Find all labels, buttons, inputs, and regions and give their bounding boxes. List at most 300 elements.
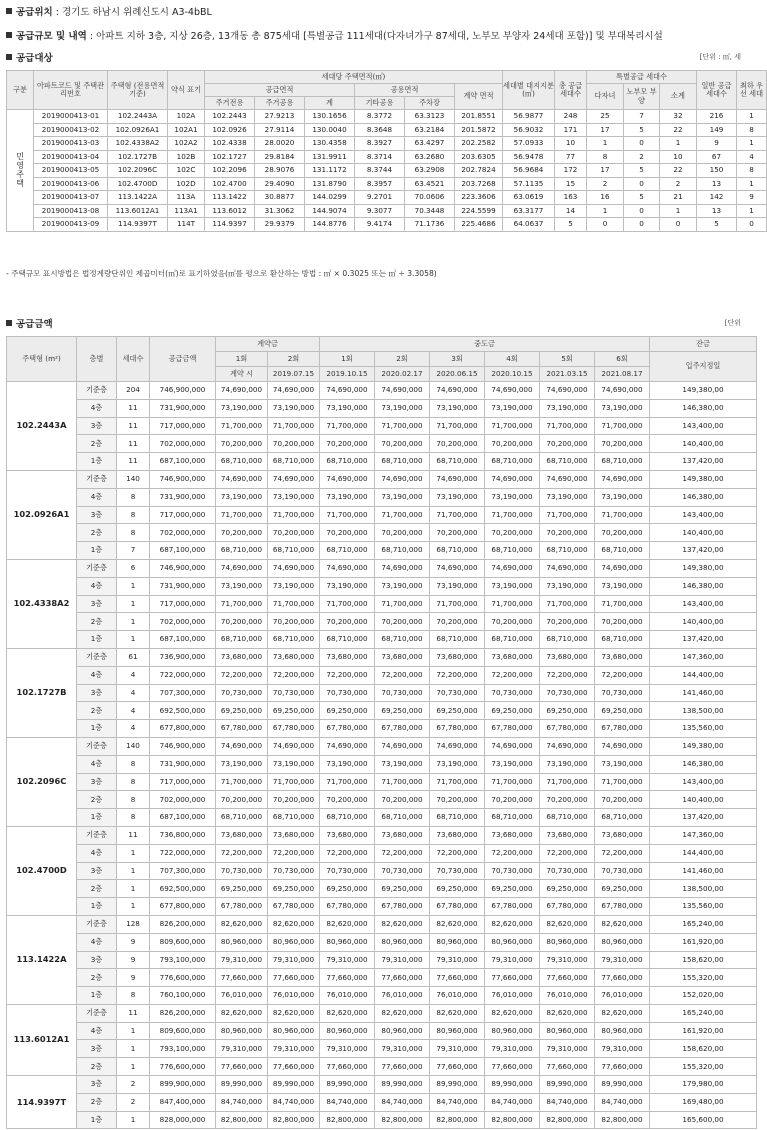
table-row (7, 898, 757, 916)
installment-cell: 71,700,000 (375, 595, 430, 613)
installment-cell: 70,200,000 (375, 613, 430, 631)
installment-cell: 72,200,000 (268, 844, 320, 862)
units-cell: 140 (117, 737, 150, 755)
price-cell: 687,100,000 (150, 809, 216, 827)
installment-cell: 73,680,000 (268, 648, 320, 666)
installment-cell: 73,190,000 (540, 755, 595, 773)
units-cell: 11 (117, 453, 150, 471)
table-cell: 8 (587, 150, 624, 164)
installment-cell: 70,200,000 (430, 435, 485, 453)
balance-cell: 140,400,00 (650, 791, 757, 809)
table-cell: 57.1135 (503, 177, 555, 191)
installment-cell: 73,680,000 (430, 826, 485, 844)
installment-cell: 76,010,000 (320, 987, 375, 1005)
balance-cell: 158,620,00 (650, 1040, 757, 1058)
price-cell: 702,000,000 (150, 613, 216, 631)
th2-c2: 2회 (268, 352, 320, 367)
price-cell: 717,000,000 (150, 506, 216, 524)
installment-cell: 77,660,000 (485, 1058, 540, 1076)
table-cell: 142 (697, 191, 737, 205)
table-cell: 10 (660, 150, 697, 164)
installment-cell: 70,200,000 (595, 435, 650, 453)
th-type: 주택형 (전용면적 기준) (108, 71, 168, 110)
price-cell: 826,200,000 (150, 1004, 216, 1022)
installment-cell: 68,710,000 (216, 453, 268, 471)
table-cell: 0 (737, 218, 767, 232)
units-cell: 8 (117, 987, 150, 1005)
th-shared: 주거공용 (255, 97, 305, 110)
th-supply-area: 공급면적 (205, 84, 355, 97)
balance-cell: 137,420,00 (650, 453, 757, 471)
installment-cell: 82,620,000 (216, 1004, 268, 1022)
price-cell: 702,000,000 (150, 791, 216, 809)
installment-cell: 73,190,000 (375, 399, 430, 417)
balance-cell: 144,400,00 (650, 666, 757, 684)
th2-m5: 5회 (540, 352, 595, 367)
table-cell: 28.0020 (255, 137, 305, 151)
floor-cell: 4층 (77, 577, 117, 595)
units-cell: 2 (117, 1076, 150, 1094)
installment-cell: 73,680,000 (485, 826, 540, 844)
table-cell: 71.1736 (405, 218, 455, 232)
table-cell: 114.9397T (108, 218, 168, 232)
installment-cell: 71,700,000 (216, 417, 268, 435)
floor-cell: 2층 (77, 880, 117, 898)
th2-m3-date: 2020.06.15 (430, 367, 485, 382)
installment-cell: 67,780,000 (430, 898, 485, 916)
price-cell: 746,900,000 (150, 559, 216, 577)
installment-cell: 68,710,000 (216, 809, 268, 827)
installment-cell: 73,190,000 (375, 755, 430, 773)
installment-cell: 68,710,000 (268, 453, 320, 471)
installment-cell: 74,690,000 (268, 382, 320, 400)
installment-cell: 74,690,000 (485, 737, 540, 755)
installment-cell: 82,620,000 (595, 1004, 650, 1022)
balance-cell: 137,420,00 (650, 542, 757, 560)
installment-cell: 77,660,000 (320, 1058, 375, 1076)
installment-cell: 70,730,000 (320, 684, 375, 702)
table-cell: 102.4700D (108, 177, 168, 191)
table-cell: 9.3077 (355, 204, 405, 218)
installment-cell: 84,740,000 (375, 1093, 430, 1111)
table-row (7, 1076, 757, 1094)
price-cell: 722,000,000 (150, 666, 216, 684)
table-row (7, 720, 757, 738)
table-row (7, 915, 757, 933)
table-cell: 131.9911 (305, 150, 355, 164)
balance-cell: 143,400,00 (650, 773, 757, 791)
table-cell: 56.9478 (503, 150, 555, 164)
installment-cell: 74,690,000 (540, 470, 595, 488)
units-cell: 11 (117, 826, 150, 844)
table-cell: 102.0926 (205, 123, 255, 137)
installment-cell: 73,190,000 (485, 755, 540, 773)
table-row (7, 826, 757, 844)
table-row (7, 951, 757, 969)
th-common-area: 공용면적 (355, 84, 455, 97)
installment-cell: 71,700,000 (375, 506, 430, 524)
table-cell: 8 (737, 164, 767, 178)
table-cell: 10 (555, 137, 587, 151)
installment-cell: 72,200,000 (540, 666, 595, 684)
price-cell: 687,100,000 (150, 453, 216, 471)
balance-cell: 144,400,00 (650, 844, 757, 862)
installment-cell: 89,990,000 (485, 1076, 540, 1094)
th2-balance-date: 입주지정일 (650, 352, 757, 382)
installment-cell: 70,200,000 (375, 791, 430, 809)
table-cell: 5 (624, 191, 660, 205)
table-row (7, 506, 757, 524)
table-cell: 149 (697, 123, 737, 137)
price-cell: 717,000,000 (150, 595, 216, 613)
price-cell: 746,900,000 (150, 737, 216, 755)
installment-cell: 80,960,000 (485, 1022, 540, 1040)
balance-cell: 165,240,00 (650, 915, 757, 933)
installment-cell: 73,190,000 (430, 755, 485, 773)
table-cell: 203.7268 (455, 177, 503, 191)
th-general: 일반 공급 세대수 (697, 71, 737, 110)
price-cell: 776,600,000 (150, 1058, 216, 1076)
table-cell: 102.2096C (108, 164, 168, 178)
table-cell: 114T (168, 218, 205, 232)
th-subtotal: 소계 (660, 84, 697, 110)
floor-cell: 3층 (77, 1076, 117, 1094)
table-cell: 130.1656 (305, 110, 355, 124)
installment-cell: 69,250,000 (430, 702, 485, 720)
table-cell: 171 (555, 123, 587, 137)
table-cell: 27.9213 (255, 110, 305, 124)
installment-cell: 82,620,000 (320, 915, 375, 933)
installment-cell: 72,200,000 (430, 666, 485, 684)
installment-cell: 70,730,000 (216, 862, 268, 880)
installment-cell: 71,700,000 (320, 506, 375, 524)
installment-cell: 74,690,000 (430, 559, 485, 577)
units-cell: 1 (117, 1111, 150, 1129)
installment-cell: 77,660,000 (485, 969, 540, 987)
installment-cell: 77,660,000 (375, 969, 430, 987)
table-row (7, 595, 757, 613)
table-cell: 113A (168, 191, 205, 205)
installment-cell: 77,660,000 (595, 1058, 650, 1076)
installment-cell: 71,700,000 (540, 506, 595, 524)
th-parking: 주차장 (405, 97, 455, 110)
installment-cell: 74,690,000 (320, 737, 375, 755)
th2-units: 세대수 (117, 337, 150, 382)
units-cell: 8 (117, 809, 150, 827)
installment-cell: 80,960,000 (595, 933, 650, 951)
balance-cell: 169,480,00 (650, 1093, 757, 1111)
units-cell: 8 (117, 488, 150, 506)
balance-cell: 137,420,00 (650, 809, 757, 827)
floor-cell: 기준층 (77, 382, 117, 400)
installment-cell: 68,710,000 (430, 542, 485, 560)
th-code: 아파트코드 및 주택관리번호 (34, 71, 108, 110)
installment-cell: 82,800,000 (375, 1111, 430, 1129)
installment-cell: 70,200,000 (320, 524, 375, 542)
table-row (7, 737, 757, 755)
units-cell: 8 (117, 773, 150, 791)
installment-cell: 70,200,000 (485, 613, 540, 631)
installment-cell: 73,190,000 (320, 755, 375, 773)
table-cell: 9 (737, 191, 767, 205)
table-row (7, 177, 767, 191)
table-row (7, 987, 757, 1005)
table-cell: 163 (555, 191, 587, 205)
installment-cell: 80,960,000 (430, 1022, 485, 1040)
table-cell: 1 (737, 110, 767, 124)
floor-cell: 기준층 (77, 826, 117, 844)
balance-cell: 143,400,00 (650, 506, 757, 524)
table-cell: 144.9074 (305, 204, 355, 218)
table-cell: 5 (624, 164, 660, 178)
installment-cell: 89,990,000 (540, 1076, 595, 1094)
installment-cell: 70,200,000 (485, 435, 540, 453)
units-cell: 1 (117, 631, 150, 649)
table-cell: 172 (555, 164, 587, 178)
installment-cell: 71,700,000 (430, 417, 485, 435)
house-type-cell: 113.6012A1 (7, 1004, 77, 1075)
installment-cell: 79,310,000 (430, 951, 485, 969)
installment-cell: 71,700,000 (268, 595, 320, 613)
house-type-cell: 113.1422A (7, 915, 77, 1004)
installment-cell: 73,190,000 (595, 488, 650, 506)
installment-cell: 80,960,000 (320, 1022, 375, 1040)
table-cell: 102.0926A1 (108, 123, 168, 137)
installment-cell: 82,800,000 (485, 1111, 540, 1129)
table-cell: 29.4090 (255, 177, 305, 191)
floor-cell: 기준층 (77, 470, 117, 488)
table-cell: 17 (587, 123, 624, 137)
th2-m1-date: 2019.10.15 (320, 367, 375, 382)
installment-cell: 69,250,000 (375, 702, 430, 720)
installment-cell: 70,200,000 (268, 524, 320, 542)
installment-cell: 79,310,000 (595, 951, 650, 969)
table-row (7, 969, 757, 987)
installment-cell: 68,710,000 (485, 809, 540, 827)
installment-cell: 82,620,000 (485, 1004, 540, 1022)
installment-cell: 89,990,000 (430, 1076, 485, 1094)
floor-cell: 4층 (77, 666, 117, 684)
installment-cell: 73,680,000 (216, 648, 268, 666)
installment-cell: 82,800,000 (595, 1111, 650, 1129)
installment-cell: 74,690,000 (595, 559, 650, 577)
installment-cell: 80,960,000 (216, 1022, 268, 1040)
th2-m4-date: 2020.10.15 (485, 367, 540, 382)
installment-cell: 70,730,000 (485, 684, 540, 702)
floor-cell: 1층 (77, 453, 117, 471)
table-cell: 8 (737, 123, 767, 137)
installment-cell: 69,250,000 (540, 880, 595, 898)
house-type-cell: 102.1727B (7, 648, 77, 737)
supply-target-table (6, 70, 767, 232)
installment-cell: 89,990,000 (268, 1076, 320, 1094)
floor-cell: 2층 (77, 613, 117, 631)
table-row (7, 399, 757, 417)
installment-cell: 82,800,000 (216, 1111, 268, 1129)
table-cell: 150 (697, 164, 737, 178)
installment-cell: 72,200,000 (430, 844, 485, 862)
units-cell: 4 (117, 684, 150, 702)
th2-c1-date: 계약 시 (216, 367, 268, 382)
installment-cell: 68,710,000 (375, 631, 430, 649)
installment-cell: 79,310,000 (268, 951, 320, 969)
table-cell: 5 (555, 218, 587, 232)
installment-cell: 79,310,000 (216, 1040, 268, 1058)
installment-cell: 71,700,000 (375, 773, 430, 791)
installment-cell: 69,250,000 (595, 702, 650, 720)
balance-cell: 149,380,00 (650, 737, 757, 755)
installment-cell: 71,700,000 (430, 773, 485, 791)
th2-middle: 중도금 (320, 337, 650, 352)
floor-cell: 1층 (77, 631, 117, 649)
supply-scale-value: : 아파트 지하 3층, 지상 26층, 13개동 총 875세대 [특별공급 111세대(다자녀가구 87세대, 노부모 부양자 24세대 포함)] 및 부대복리시설 (86, 31, 663, 42)
installment-cell: 72,200,000 (216, 844, 268, 862)
installment-cell: 74,690,000 (375, 382, 430, 400)
balance-cell: 138,500,00 (650, 702, 757, 720)
table-cell: 144.0299 (305, 191, 355, 205)
units-cell: 8 (117, 524, 150, 542)
price-cell: 702,000,000 (150, 435, 216, 453)
installment-cell: 79,310,000 (540, 1040, 595, 1058)
th2-m6: 6회 (595, 352, 650, 367)
floor-cell: 기준층 (77, 737, 117, 755)
house-type-cell: 102.2443A (7, 382, 77, 471)
th2-m6-date: 2021.08.17 (595, 367, 650, 382)
installment-cell: 73,190,000 (268, 577, 320, 595)
table-cell: 63.2680 (405, 150, 455, 164)
units-cell: 4 (117, 702, 150, 720)
units-cell: 128 (117, 915, 150, 933)
table-row (7, 1040, 757, 1058)
installment-cell: 73,190,000 (320, 488, 375, 506)
table-row (7, 218, 767, 232)
installment-cell: 72,200,000 (595, 666, 650, 684)
installment-cell: 89,990,000 (216, 1076, 268, 1094)
installment-cell: 82,620,000 (430, 1004, 485, 1022)
balance-cell: 179,980,00 (650, 1076, 757, 1094)
floor-cell: 2층 (77, 435, 117, 453)
installment-cell: 74,690,000 (540, 737, 595, 755)
table-cell: 201.5872 (455, 123, 503, 137)
installment-cell: 70,200,000 (430, 791, 485, 809)
table-row (7, 191, 767, 205)
units-cell: 1 (117, 577, 150, 595)
installment-cell: 82,620,000 (430, 915, 485, 933)
installment-cell: 79,310,000 (595, 1040, 650, 1058)
installment-cell: 74,690,000 (320, 470, 375, 488)
installment-cell: 73,680,000 (595, 648, 650, 666)
installment-cell: 80,960,000 (540, 933, 595, 951)
units-cell: 9 (117, 933, 150, 951)
price-cell: 717,000,000 (150, 773, 216, 791)
table-row (7, 435, 757, 453)
installment-cell: 80,960,000 (430, 933, 485, 951)
balance-cell: 161,920,00 (650, 1022, 757, 1040)
table-row (7, 470, 757, 488)
th-abbr: 약식 표기 (168, 71, 205, 110)
price-cell: 702,000,000 (150, 524, 216, 542)
installment-cell: 80,960,000 (320, 933, 375, 951)
installment-cell: 71,700,000 (375, 417, 430, 435)
th-exclusive: 주거전용 (205, 97, 255, 110)
table-cell: 29.8184 (255, 150, 305, 164)
balance-cell: 146,380,00 (650, 755, 757, 773)
table-row (7, 773, 757, 791)
installment-cell: 68,710,000 (595, 453, 650, 471)
table-cell: 22 (660, 164, 697, 178)
installment-cell: 70,200,000 (375, 524, 430, 542)
installment-cell: 70,200,000 (216, 613, 268, 631)
installment-cell: 82,620,000 (268, 1004, 320, 1022)
table-cell: 0 (624, 204, 660, 218)
price-cell: 707,300,000 (150, 684, 216, 702)
units-cell: 1 (117, 862, 150, 880)
installment-cell: 70,200,000 (595, 791, 650, 809)
installment-cell: 74,690,000 (216, 470, 268, 488)
installment-cell: 73,190,000 (430, 399, 485, 417)
installment-cell: 72,200,000 (485, 844, 540, 862)
table-cell: 102.4700 (205, 177, 255, 191)
installment-cell: 70,200,000 (485, 791, 540, 809)
table-cell: 70.3448 (405, 204, 455, 218)
installment-cell: 79,310,000 (320, 1040, 375, 1058)
installment-cell: 70,200,000 (595, 613, 650, 631)
installment-cell: 73,680,000 (216, 826, 268, 844)
units-cell: 11 (117, 1004, 150, 1022)
units-cell: 61 (117, 648, 150, 666)
table-cell: 102D (168, 177, 205, 191)
units-cell: 1 (117, 613, 150, 631)
units-cell: 1 (117, 1022, 150, 1040)
price-cell: 677,800,000 (150, 898, 216, 916)
table-row (7, 577, 757, 595)
installment-cell: 69,250,000 (216, 702, 268, 720)
table-cell: 14 (555, 204, 587, 218)
installment-cell: 68,710,000 (320, 809, 375, 827)
installment-cell: 67,780,000 (485, 898, 540, 916)
table-cell: 21 (660, 191, 697, 205)
installment-cell: 82,620,000 (375, 1004, 430, 1022)
table-cell: 102A2 (168, 137, 205, 151)
installment-cell: 70,200,000 (540, 613, 595, 631)
installment-cell: 70,730,000 (595, 684, 650, 702)
installment-cell: 73,190,000 (595, 577, 650, 595)
table-cell: 8.3957 (355, 177, 405, 191)
table-cell: 1 (737, 177, 767, 191)
table-row (7, 648, 757, 666)
table-row (7, 844, 757, 862)
units-cell: 1 (117, 595, 150, 613)
installment-cell: 70,730,000 (375, 862, 430, 880)
table-cell: 248 (555, 110, 587, 124)
table-cell: 102C (168, 164, 205, 178)
installment-cell: 74,690,000 (375, 470, 430, 488)
installment-cell: 70,200,000 (540, 524, 595, 542)
table-cell: 102.1727B (108, 150, 168, 164)
balance-cell: 137,420,00 (650, 631, 757, 649)
installment-cell: 69,250,000 (375, 880, 430, 898)
th-elderly: 노부모 부양 (624, 84, 660, 110)
installment-cell: 68,710,000 (268, 631, 320, 649)
table-cell: 17 (587, 164, 624, 178)
table-cell: 4 (737, 150, 767, 164)
installment-cell: 71,700,000 (268, 417, 320, 435)
installment-cell: 76,010,000 (375, 987, 430, 1005)
price-cell: 731,900,000 (150, 577, 216, 595)
installment-cell: 72,200,000 (540, 844, 595, 862)
installment-cell: 70,200,000 (430, 613, 485, 631)
installment-cell: 74,690,000 (485, 559, 540, 577)
